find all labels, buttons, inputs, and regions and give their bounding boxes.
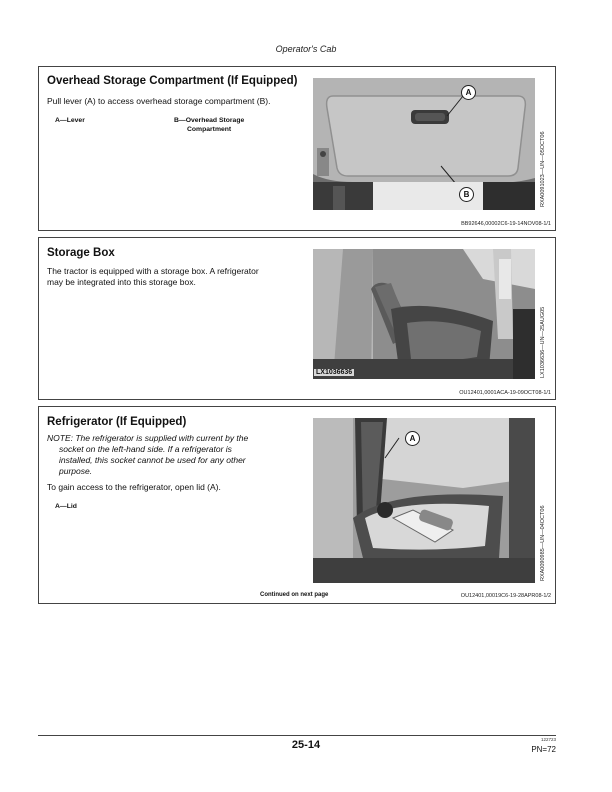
storage-box-photo xyxy=(313,249,535,379)
page-header: Operator's Cab xyxy=(275,44,337,54)
footer-pn: PN=72 xyxy=(531,745,556,754)
section-title: Overhead Storage Compartment (If Equipped) xyxy=(47,75,298,87)
note-line2: socket on the left-hand side. If a refrigerator is xyxy=(59,444,232,454)
section-text: Pull lever (A) to access overhead storage compartment (B). xyxy=(47,96,271,106)
section-overhead-storage xyxy=(38,66,556,231)
footer-divider xyxy=(38,735,556,736)
legend-b xyxy=(174,117,244,134)
section-text-line2: may be integrated into this storage box. xyxy=(47,277,196,287)
reference-code: OU12401,00019C6-19-28APR08-1/2 xyxy=(460,593,551,599)
refrigerator-photo xyxy=(313,418,535,583)
legend-b-line1: B—Overhead Storage xyxy=(174,117,245,124)
overhead-compartment-illustration xyxy=(313,78,535,210)
section-text-line1: The tractor is equipped with a storage box. A refrigerator xyxy=(47,266,259,276)
note-line1: NOTE: The refrigerator is supplied with current by the xyxy=(47,433,249,443)
image-code: LX1036636—UN—25AUG05 xyxy=(540,306,546,378)
section-storage-box xyxy=(38,237,556,400)
storage-box-illustration xyxy=(313,249,535,379)
callout-a: A xyxy=(461,85,476,100)
refrigerator-illustration xyxy=(313,418,535,583)
reference-code: OU12401,0001ACA-19-09OCT08-1/1 xyxy=(459,390,551,396)
callout-a: A xyxy=(405,431,420,446)
legend-b-line2: Compartment xyxy=(187,125,232,133)
image-label: LX1036636 xyxy=(316,369,353,376)
section-title: Refrigerator (If Equipped) xyxy=(47,416,187,428)
image-code: RXA0090985—UN—04OCT06 xyxy=(540,505,546,581)
section-title: Storage Box xyxy=(47,247,115,259)
legend-a: A—Lid xyxy=(55,503,77,510)
reference-code: BB92646,00002C6-19-14NOV08-1/1 xyxy=(461,221,551,227)
image-code: RXA0091023—UN—05OCT06 xyxy=(540,131,546,207)
section-refrigerator xyxy=(38,406,556,604)
section-text xyxy=(47,266,309,288)
legend-a: A—Lever xyxy=(55,117,85,124)
note-line4: purpose. xyxy=(59,466,93,476)
note-block xyxy=(47,433,287,477)
overhead-compartment-photo xyxy=(313,78,535,210)
section-text: To gain access to the refrigerator, open lid (A). xyxy=(47,482,221,492)
callout-b: B xyxy=(459,187,474,202)
page-number: 25-14 xyxy=(291,739,321,751)
continued-note: Continued on next page xyxy=(260,592,329,598)
note-line3: installed, this socket cannot be used for any other xyxy=(59,455,246,465)
footer-small-code: 122723 xyxy=(540,737,556,742)
